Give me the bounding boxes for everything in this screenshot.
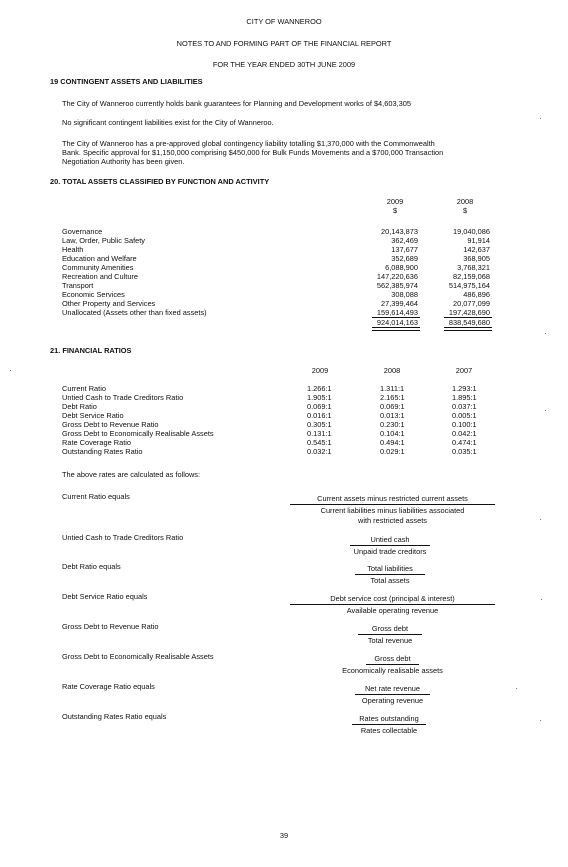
value-2009: 562,385,974 <box>376 281 418 290</box>
note19-heading: 19 CONTINGENT ASSETS AND LIABILITIES <box>50 77 203 86</box>
row-label: Law, Order, Public Safety <box>62 236 145 245</box>
formula-current-ratio <box>290 494 495 525</box>
formula-numerator: Untied cash <box>350 535 430 546</box>
value-2009: 362,469 <box>391 236 418 245</box>
calculation-intro: The above rates are calculated as follows: <box>62 470 201 479</box>
formula-numerator: Rates outstanding <box>352 714 426 725</box>
value-2008: 0.069:1 <box>380 402 405 411</box>
value-2009: 308,088 <box>391 290 418 299</box>
value-2008: 368,905 <box>463 254 490 263</box>
formula-debt-service <box>290 594 495 615</box>
formula-numerator: Debt service cost (principal & interest) <box>290 594 495 605</box>
value-2008: 20,077,099 <box>453 299 490 308</box>
table-row <box>0 308 568 317</box>
scan-speck <box>540 519 541 520</box>
scan-speck <box>10 370 11 371</box>
row-label: Current Ratio <box>62 384 106 393</box>
formula-rate-coverage <box>355 684 430 705</box>
formula-label: Untied Cash to Trade Creditors Ratio <box>62 533 184 542</box>
formula-outstanding-rates <box>352 714 426 735</box>
value-2009: 0.131:1 <box>307 429 332 438</box>
value-2007: 0.037:1 <box>452 402 477 411</box>
value-2007: 0.100:1 <box>452 420 477 429</box>
value-2009: 0.069:1 <box>307 402 332 411</box>
value-2009: 159,614,493 <box>376 308 418 317</box>
value-2009: 0.016:1 <box>307 411 332 420</box>
value-2009: 0.305:1 <box>307 420 332 429</box>
total-double-rule-2009 <box>372 327 420 331</box>
value-2008: 142,637 <box>463 245 490 254</box>
note20-heading: 20. TOTAL ASSETS CLASSIFIED BY FUNCTION AND ACTIVITY <box>50 177 270 186</box>
totals-row <box>0 318 568 327</box>
row-label: Debt Ratio <box>62 402 97 411</box>
row-label: Outstanding Rates Ratio <box>62 447 143 456</box>
table-row <box>0 384 568 393</box>
value-2009: 1.266:1 <box>307 384 332 393</box>
formula-label: Debt Ratio equals <box>62 562 121 571</box>
row-label: Other Property and Services <box>62 299 156 308</box>
report-entity-title: CITY OF WANNEROO <box>246 17 322 26</box>
value-2008: 3,768,321 <box>457 263 490 272</box>
value-2009: 137,677 <box>391 245 418 254</box>
note21-year-2009: 2009 <box>311 366 329 375</box>
value-2009: 6,088,900 <box>385 263 418 272</box>
table-row <box>0 438 568 447</box>
row-label: Rate Coverage Ratio <box>62 438 132 447</box>
table-row <box>0 299 568 308</box>
scan-speck <box>540 118 541 119</box>
formula-denominator: Economically realisable assets <box>342 666 443 675</box>
row-label: Education and Welfare <box>62 254 137 263</box>
total-2009: 924,014,163 <box>376 318 418 327</box>
table-row <box>0 254 568 263</box>
row-label: Debt Service Ratio <box>62 411 124 420</box>
formula-gross-debt-assets <box>335 654 450 675</box>
formula-denominator: Available operating revenue <box>346 606 439 615</box>
value-2008: 19,040,086 <box>453 227 490 236</box>
note20-unit-2008: $ <box>462 206 468 215</box>
value-2008: 197,428,690 <box>448 308 490 317</box>
note21-heading: 21. FINANCIAL RATIOS <box>50 346 132 355</box>
value-2007: 0.035:1 <box>452 447 477 456</box>
value-2008: 0.013:1 <box>380 411 405 420</box>
value-2009: 147,220,636 <box>376 272 418 281</box>
formula-numerator: Total liabilities <box>355 564 425 575</box>
note20-unit-2009: $ <box>392 206 398 215</box>
scan-speck <box>541 599 542 600</box>
formula-label: Rate Coverage Ratio equals <box>62 682 155 691</box>
formula-denominator: Rates collectable <box>360 726 418 735</box>
scan-speck <box>545 333 546 334</box>
value-2009: 0.545:1 <box>307 438 332 447</box>
report-title: NOTES TO AND FORMING PART OF THE FINANCIAL REPORT <box>176 39 392 48</box>
note19-paragraph-guarantees: The City of Wanneroo currently holds bank guarantees for Planning and Development works of $4,603,305 <box>62 99 411 108</box>
value-2007: 0.042:1 <box>452 429 477 438</box>
note20-year-2008: 2008 <box>456 197 474 206</box>
value-2007: 1.895:1 <box>452 393 477 402</box>
row-label: Governance <box>62 227 103 236</box>
note21-year-2008: 2008 <box>383 366 401 375</box>
table-row <box>0 272 568 281</box>
value-2008: 2.165:1 <box>380 393 405 402</box>
formula-gross-debt-revenue <box>358 624 422 645</box>
row-label: Recreation and Culture <box>62 272 139 281</box>
value-2007: 0.474:1 <box>452 438 477 447</box>
row-label: Gross Debt to Revenue Ratio <box>62 420 159 429</box>
scan-speck <box>545 410 546 411</box>
formula-label: Outstanding Rates Ratio equals <box>62 712 167 721</box>
formula-denominator: Current liabilities minus liabilities associated <box>320 506 465 515</box>
table-row <box>0 447 568 456</box>
table-row <box>0 402 568 411</box>
table-row <box>0 263 568 272</box>
formula-denominator: Total assets <box>370 576 410 585</box>
note20-year-2009: 2009 <box>386 197 404 206</box>
formula-label: Gross Debt to Economically Realisable Assets <box>62 652 214 661</box>
scan-speck <box>540 720 541 721</box>
value-2008: 91,914 <box>467 236 490 245</box>
note19-paragraph-no-liabilities: No significant contingent liabilities exist for the City of Wanneroo. <box>62 118 274 127</box>
table-row <box>0 227 568 236</box>
note19-contingency-line: Negotiation Authority has been given. <box>62 157 185 166</box>
row-label: Transport <box>62 281 94 290</box>
formula-denominator: Total revenue <box>367 636 413 645</box>
value-2009: 1.905:1 <box>307 393 332 402</box>
value-2009: 352,689 <box>391 254 418 263</box>
value-2008: 0.029:1 <box>380 447 405 456</box>
table-row <box>0 245 568 254</box>
formula-label: Debt Service Ratio equals <box>62 592 148 601</box>
row-label: Untied Cash to Trade Creditors Ratio <box>62 393 184 402</box>
scan-speck <box>516 688 517 689</box>
value-2008: 514,975,164 <box>448 281 490 290</box>
note19-paragraph-contingency <box>62 139 443 166</box>
formula-numerator: Gross debt <box>366 654 419 665</box>
formula-untied-cash <box>350 535 430 556</box>
value-2009: 0.032:1 <box>307 447 332 456</box>
table-row <box>0 420 568 429</box>
value-2008: 1.311:1 <box>380 384 405 393</box>
page-number: 39 <box>279 831 289 840</box>
formula-denominator: Operating revenue <box>361 696 424 705</box>
value-2009: 20,143,873 <box>381 227 418 236</box>
note19-contingency-line: The City of Wanneroo has a pre-approved global contingency liability totalling $1,370,000 with the Commonwealth <box>62 139 435 148</box>
report-period: FOR THE YEAR ENDED 30TH JUNE 2009 <box>212 60 356 69</box>
table-row <box>0 393 568 402</box>
total-double-rule-2008 <box>444 327 492 331</box>
value-2008: 0.494:1 <box>380 438 405 447</box>
value-2009: 27,399,464 <box>381 299 418 308</box>
table-row <box>0 290 568 299</box>
value-2008: 0.230:1 <box>380 420 405 429</box>
formula-numerator: Gross debt <box>358 624 422 635</box>
row-label: Community Amenities <box>62 263 134 272</box>
note21-year-2007: 2007 <box>455 366 473 375</box>
formula-label: Gross Debt to Revenue Ratio <box>62 622 159 631</box>
formula-numerator: Current assets minus restricted current assets <box>290 494 495 505</box>
value-2007: 0.005:1 <box>452 411 477 420</box>
formula-numerator: Net rate revenue <box>355 684 430 695</box>
value-2007: 1.293:1 <box>452 384 477 393</box>
table-row <box>0 236 568 245</box>
table-row <box>0 281 568 290</box>
row-label: Economic Services <box>62 290 125 299</box>
row-label: Health <box>62 245 84 254</box>
table-row <box>0 429 568 438</box>
value-2008: 486,896 <box>463 290 490 299</box>
formula-debt-ratio <box>355 564 425 585</box>
total-2008: 838,549,680 <box>448 318 490 327</box>
value-2008: 0.104:1 <box>380 429 405 438</box>
row-label: Unallocated (Assets other than fixed assets) <box>62 308 207 317</box>
value-2008: 82,159,068 <box>453 272 490 281</box>
table-row <box>0 411 568 420</box>
formula-label: Current Ratio equals <box>62 492 130 501</box>
row-label: Gross Debt to Economically Realisable Assets <box>62 429 214 438</box>
note19-contingency-line: Bank. Specific approval for $1,150,000 comprising $450,000 for Bulk Funds Movements and a $700,000 Transaction <box>62 148 444 157</box>
formula-denominator-continued: with restricted assets <box>357 516 427 525</box>
formula-denominator: Unpaid trade creditors <box>353 547 427 556</box>
